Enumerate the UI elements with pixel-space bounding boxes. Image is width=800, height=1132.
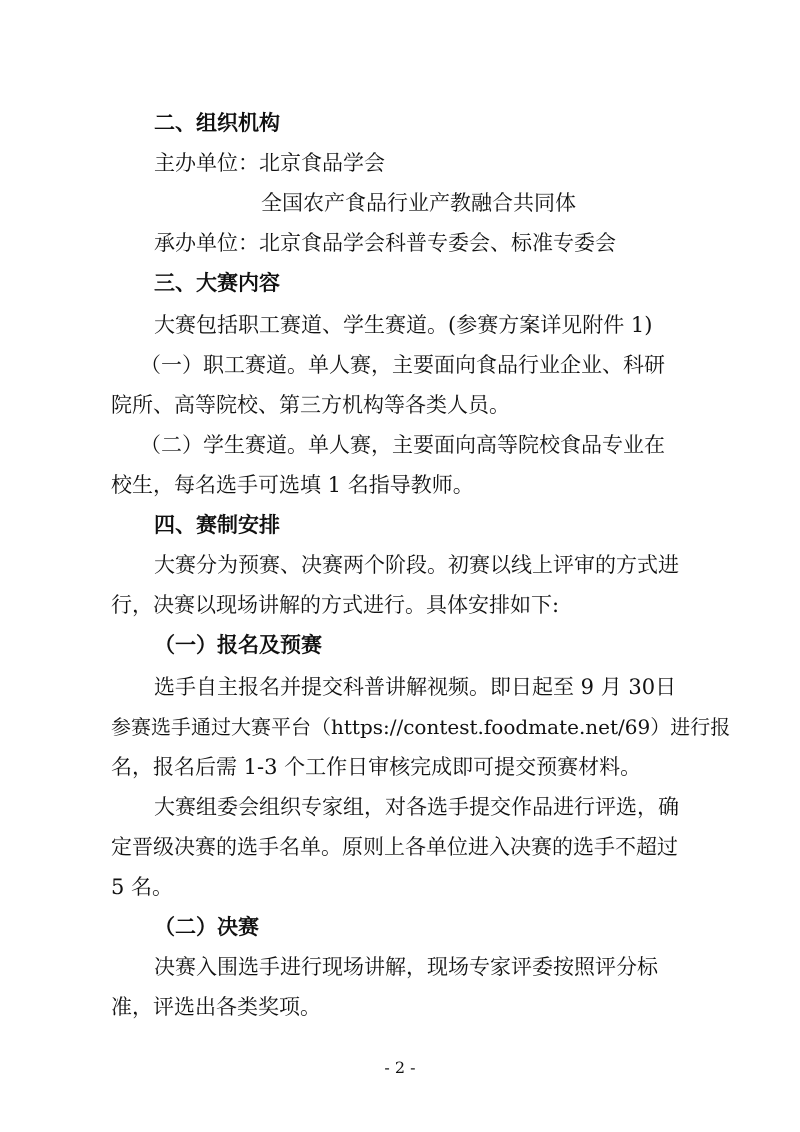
page-number: - 2 - xyxy=(384,1058,416,1077)
paragraph-line: 大赛包括职工赛道、学生赛道。(参赛方案详见附件 1) xyxy=(154,313,653,337)
section-heading-schedule: 四、赛制安排 xyxy=(154,513,280,537)
paragraph-line-with-url: 参赛选手通过大赛平台（https://contest.foodmate.net/69）进行报 xyxy=(111,715,731,739)
subheading-final: （二）决赛 xyxy=(154,915,259,939)
host-unit-line-2: 全国农产食品行业产教融合共同体 xyxy=(261,191,576,215)
paragraph-line: 5 名。 xyxy=(111,875,174,899)
paragraph-line: （一）职工赛道。单人赛，主要面向食品行业企业、科研 xyxy=(140,353,665,377)
subheading-registration: （一）报名及预赛 xyxy=(154,633,322,657)
host-unit-line: 主办单位：北京食品学会 xyxy=(154,151,385,175)
paragraph-line: 大赛组委会组织专家组，对各选手提交作品进行评选，确 xyxy=(154,795,679,819)
paragraph-line: 大赛分为预赛、决赛两个阶段。初赛以线上评审的方式进 xyxy=(154,553,679,577)
section-heading-organization: 二、组织机构 xyxy=(154,111,280,135)
paragraph-line: 决赛入围选手进行现场讲解，现场专家评委按照评分标 xyxy=(154,955,658,979)
paragraph-line: 名，报名后需 1-3 个工作日审核完成即可提交预赛材料。 xyxy=(111,755,642,779)
paragraph-line: 校生，每名选手可选填 1 名指导教师。 xyxy=(111,473,474,497)
paragraph-line: 定晋级决赛的选手名单。原则上各单位进入决赛的选手不超过 xyxy=(111,835,678,859)
paragraph-line: （二）学生赛道。单人赛，主要面向高等院校食品专业在 xyxy=(140,433,665,457)
paragraph-line: 选手自主报名并提交科普讲解视频。即日起至 9 月 30日 xyxy=(154,675,677,699)
paragraph-line: 行，决赛以现场讲解的方式进行。具体安排如下: xyxy=(111,593,560,617)
paragraph-line: 准，评选出各类奖项。 xyxy=(111,995,321,1019)
organizer-unit-line: 承办单位：北京食品学会科普专委会、标准专委会 xyxy=(154,231,616,255)
section-heading-content: 三、大赛内容 xyxy=(154,271,280,295)
paragraph-line: 院所、高等院校、第三方机构等各类人员。 xyxy=(111,393,510,417)
